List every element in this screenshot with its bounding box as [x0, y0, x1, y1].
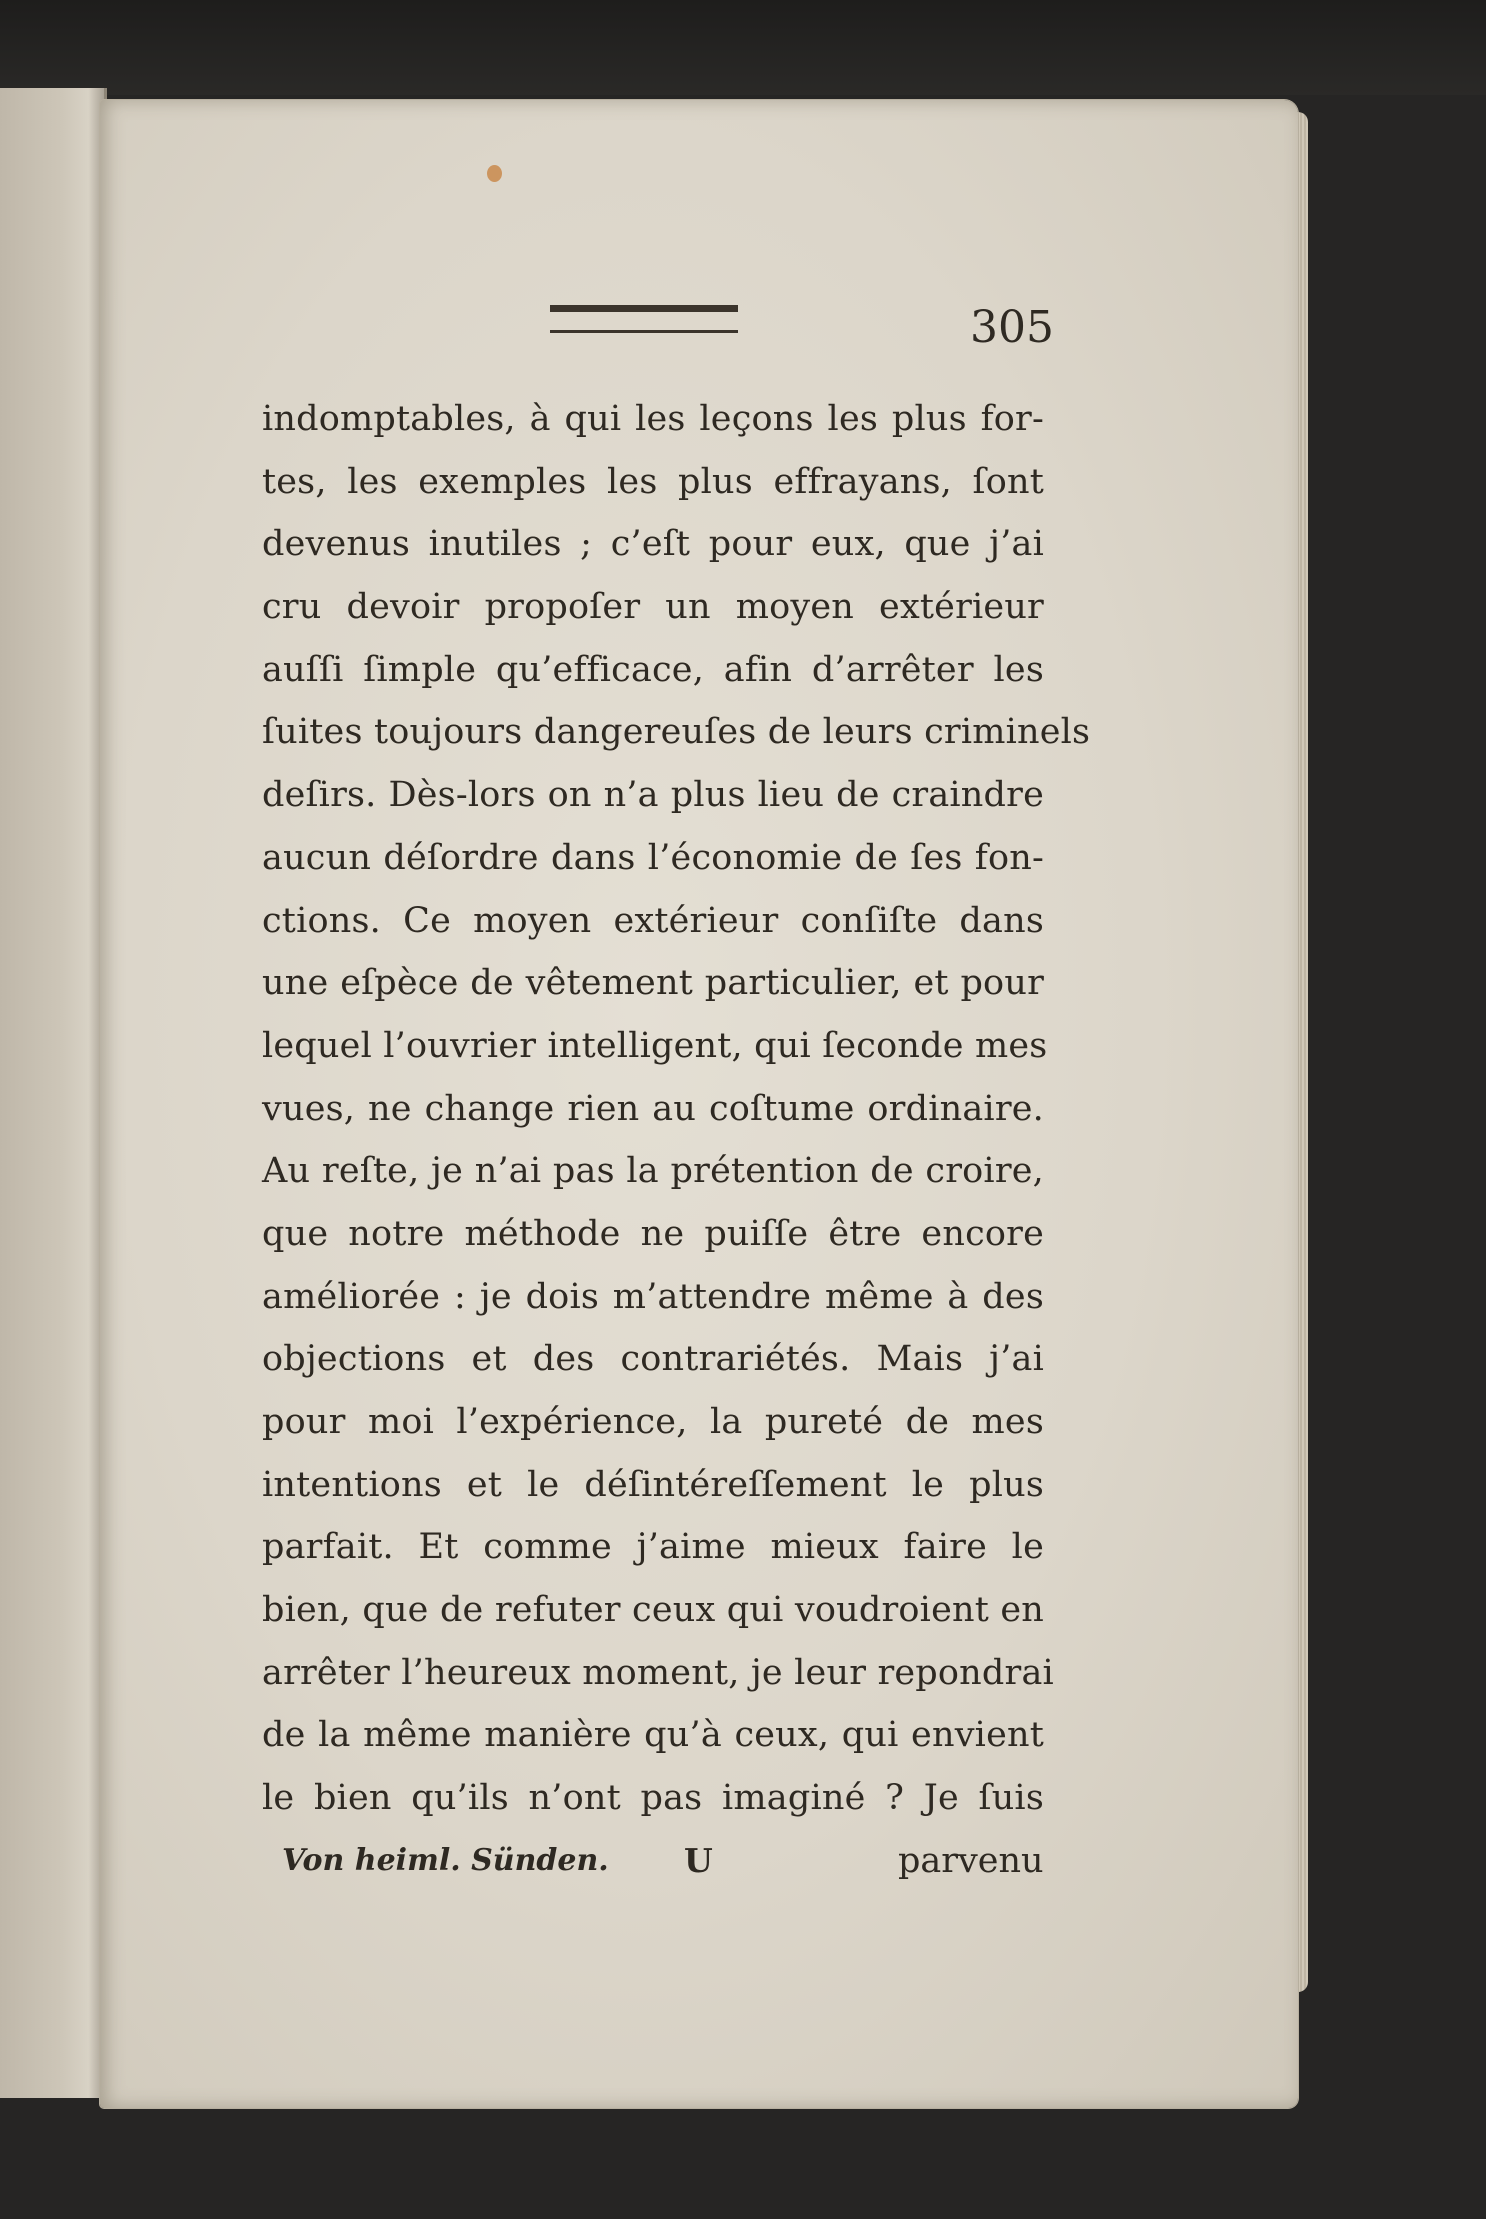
text-line: tes, les exemples les plus effrayans, ſont: [262, 461, 1044, 502]
text-line: aucun déſordre dans l’économie de ſes fon-: [262, 837, 1044, 878]
page-number: 305: [970, 302, 1054, 353]
signature-mark: U: [684, 1841, 713, 1880]
text-line: ctions. Ce moyen extérieur conſiſte dans: [262, 900, 1044, 941]
text-line: ſuites toujours dangereuſes de leurs criminels: [262, 712, 1091, 753]
text-line: Au reſte, je n’ai pas la prétention de croire,: [262, 1151, 1044, 1192]
text-line: cru devoir propoſer un moyen extérieur: [262, 587, 1044, 628]
text-line: deſirs. Dès-lors on n’a plus lieu de craindre: [262, 775, 1044, 816]
text-line: indomptables, à qui les leçons les plus for-: [262, 399, 1044, 439]
facing-page-edge: [0, 88, 107, 2098]
text-line: auſſi ſimple qu’efficace, afin d’arrêter les: [262, 649, 1044, 690]
signature-line: Von heiml. Sünden.: [282, 1843, 609, 1878]
dark-backdrop: [0, 0, 1486, 95]
text-line: une eſpèce de vêtement particulier, et pour: [262, 963, 1044, 1004]
text-line: parfait. Et comme j’aime mieux faire le: [262, 1527, 1044, 1568]
text-line: objections et des contrariétés. Mais j’ai: [262, 1339, 1044, 1380]
text-line: vues, ne change rien au coſtume ordinaire.: [262, 1088, 1044, 1129]
text-line: arrêter l’heureux moment, je leur repondrai: [262, 1652, 1054, 1693]
text-line: pour moi l’expérience, la pureté de mes: [262, 1402, 1044, 1442]
text-line: bien, que de refuter ceux qui voudroient en: [262, 1590, 1044, 1631]
text-line: améliorée : je dois m’attendre même à des: [262, 1276, 1044, 1317]
body-text: [262, 388, 1091, 1830]
header-rule-thick: [550, 305, 738, 312]
header-rule-thin: [550, 330, 738, 333]
text-line: lequel l’ouvrier intelligent, qui ſeconde mes: [262, 1025, 1048, 1066]
text-line: devenus inutiles ; c’eſt pour eux, que j’ai: [262, 524, 1044, 565]
catchword: parvenu: [898, 1841, 1044, 1881]
text-line: le bien qu’ils n’ont pas imaginé ? Je ſuis: [262, 1778, 1044, 1819]
text-line: que notre méthode ne puiſſe être encore: [262, 1213, 1044, 1254]
foxing-stain: [487, 165, 502, 182]
text-line: de la même manière qu’à ceux, qui envient: [262, 1715, 1044, 1756]
text-line: intentions et le déſintéreſſement le plus: [262, 1464, 1044, 1505]
